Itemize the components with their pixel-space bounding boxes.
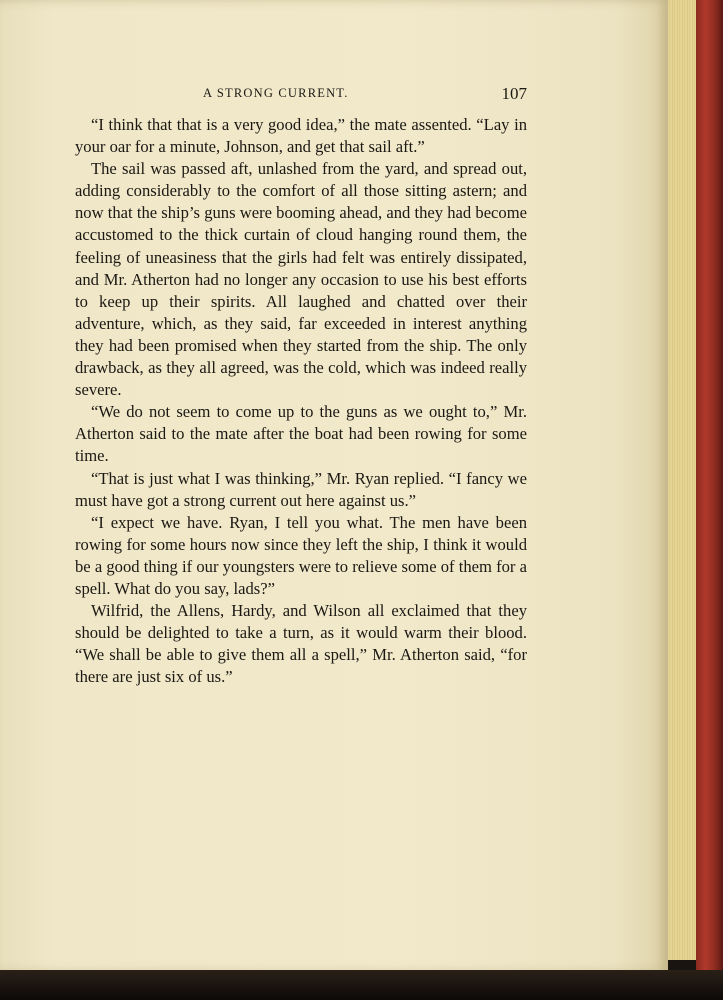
paragraph: “I expect we have. Ryan, I tell you what. The men have been rowing for some hours now since they left the ship, I think it would be a good thing if our youngsters were to relieve some of them for a spell. What do you say, lads?” (75, 512, 527, 598)
paragraph: “That is just what I was thinking,” Mr. Ryan replied. “I fancy we must have got a strong current out here against us.” (75, 468, 527, 510)
bottom-shadow (0, 970, 723, 1000)
paragraph: Wilfrid, the Allens, Hardy, and Wilson all exclaimed that they should be delighted to take a turn, as it would warm their blood. “We shall be able to give them all a spell,” Mr. Atherton said, “for there are just six of us.” (75, 601, 527, 687)
page-number: 107 (501, 84, 527, 103)
page-edges (668, 0, 696, 960)
paragraph: The sail was passed aft, unlashed from the yard, and spread out, adding considerably to the comfort of all those sitting astern; and now that the ship’s guns were booming ahead, and they had become accustomed to the thick curtain of cloud hanging round them, the feeling of uneasiness that the girls had felt was entirely dissipated, and Mr. Atherton had no longer any occasion to use his best efforts to keep up their spirits. All laughed and chatted over their adventure, which, as they said, far exceeded in interest anything they had been promised when they started from the ship. The only drawback, as they all agreed, was the cold, which was indeed really severe. (75, 159, 527, 400)
paragraph: “I think that that is a very good idea,” the mate assented. “Lay in your oar for a minute, Johnson, and get that sail aft.” (75, 115, 527, 157)
paragraph: “We do not seem to come up to the guns as we ought to,” Mr. Atherton said to the mate after the boat had been rowing for some time. (75, 402, 527, 466)
running-title: A STRONG CURRENT. (203, 86, 349, 100)
book-cover-edge (696, 0, 723, 975)
body-text (75, 114, 527, 688)
